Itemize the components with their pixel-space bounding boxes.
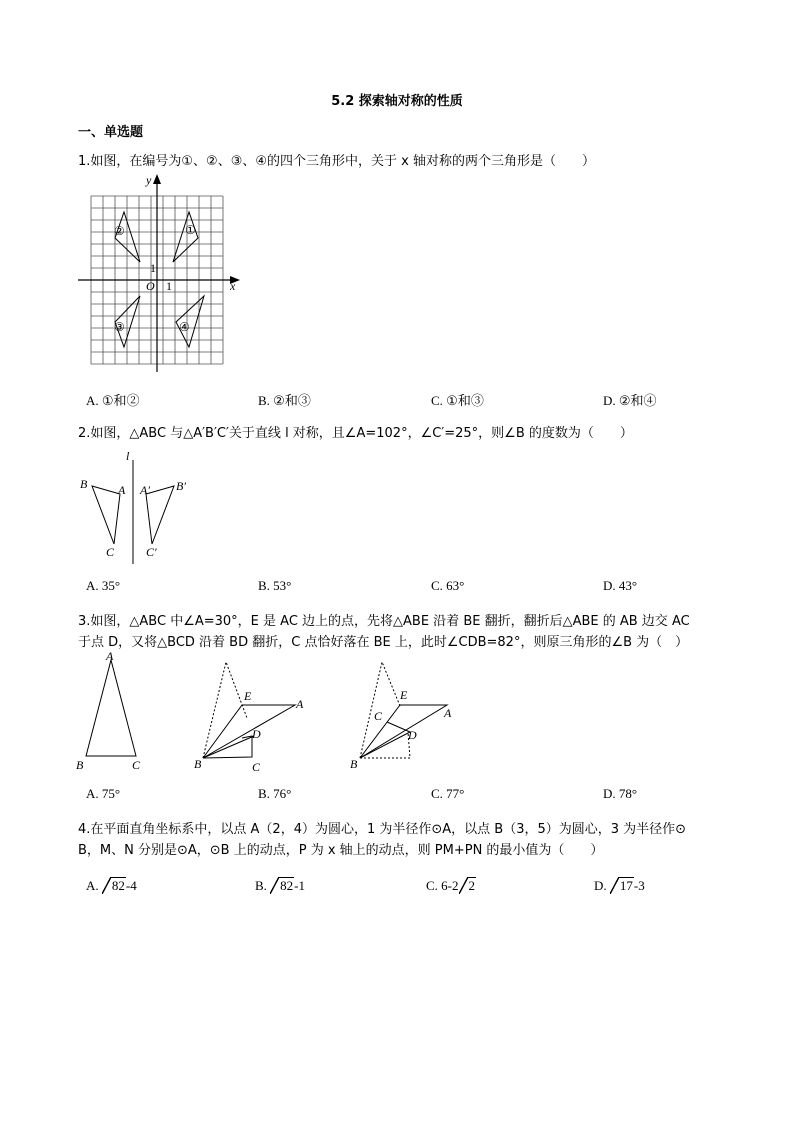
q4-option-b[interactable]	[255, 878, 305, 894]
q1-figure	[78, 172, 248, 362]
q2-figure	[78, 448, 208, 568]
q2-option-b[interactable]: B. 53°	[258, 578, 292, 593]
q4-option-d-prefix: D.	[594, 878, 607, 893]
question-4-text-line-2: B，M、N 分别是⊙A，⊙B 上的动点，P 为 x 轴上的动点，则 PM+PN 的最小值为（ ）	[78, 843, 604, 858]
question-1-text: 1.如图，在编号为①、②、③、④的四个三角形中，关于 x 轴对称的两个三角形是（ ）	[78, 154, 595, 169]
q4-option-b-radicand: 82	[280, 878, 294, 893]
q3-option-d[interactable]: D. 78°	[603, 786, 638, 801]
fig1-label-b: B	[76, 758, 84, 772]
q4-option-d-radicand: 17	[619, 878, 633, 893]
q4-option-a-radicand: 82	[111, 878, 125, 893]
sqrt-symbol	[459, 878, 477, 894]
fig2-label-e: E	[244, 689, 252, 703]
page-title: 5.2 探索轴对称的性质	[331, 94, 463, 109]
fig2-label-c: C	[252, 760, 261, 774]
fig2-label-a: A	[296, 697, 304, 711]
y-axis-arrow	[153, 174, 161, 184]
label-c: C	[106, 545, 115, 559]
section-heading: 一、单选题	[78, 125, 144, 140]
sqrt-symbol	[102, 878, 126, 894]
q4-option-a[interactable]	[86, 878, 137, 894]
origin-label: O	[146, 279, 155, 293]
label-1: ①	[185, 223, 196, 237]
label-a-prime: A′	[140, 483, 150, 497]
q2-option-c[interactable]: C. 63°	[431, 578, 465, 593]
fig2-label-d: D	[252, 727, 261, 741]
question-3-text-line-1: 3.如图，△ABC 中∠A=30°，E 是 AC 边上的点，先将△ABE 沿着 BE 翻折，翻折后△ABE 的 AB 边交 AC	[78, 614, 690, 629]
q4-option-c[interactable]	[426, 878, 476, 894]
q1-option-a[interactable]: A. ①和②	[86, 393, 140, 408]
question-3-text-line-2: 于点 D，又将△BCD 沿着 BD 翻折，C 点恰好落在 BE 上，此时∠CDB=82°，则原三角形的∠B 为（ ）	[78, 635, 689, 650]
triangle-abc-original	[86, 660, 136, 756]
fig3-label-e: E	[400, 688, 408, 702]
fig3-label-a: A	[444, 706, 452, 720]
unit-x-label: 1	[166, 279, 172, 293]
q4-option-c-radicand: 2	[468, 878, 475, 893]
q4-option-c-prefix: C. 6-2	[426, 878, 459, 893]
q4-option-d-suffix: -3	[633, 878, 645, 893]
q1-option-d[interactable]: D. ②和④	[603, 393, 657, 408]
q3-option-b[interactable]: B. 76°	[258, 786, 292, 801]
fig3-label-c: C	[374, 709, 383, 723]
fig3-label-b: B	[350, 757, 358, 771]
q4-option-a-prefix: A.	[86, 878, 99, 893]
q1-option-c[interactable]: C. ①和③	[431, 393, 484, 408]
q3-figure-1	[74, 650, 154, 770]
sqrt-symbol	[270, 878, 294, 894]
q3-option-a[interactable]: A. 75°	[86, 786, 121, 801]
q3-option-c[interactable]: C. 77°	[431, 786, 465, 801]
q2-option-a[interactable]: A. 35°	[86, 578, 121, 593]
q3-figure-2	[192, 650, 322, 774]
label-a: A	[118, 483, 126, 497]
q4-option-b-suffix: -1	[294, 878, 306, 893]
unit-y-label: 1	[150, 261, 156, 275]
sqrt-symbol	[610, 878, 634, 894]
line-l-label: l	[126, 449, 130, 463]
y-axis-label: y	[146, 173, 152, 187]
question-4-text-line-1: 4.在平面直角坐标系中，以点 A（2，4）为圆心，1 为半径作⊙A，以点 B（3，5）为圆心，3 为半径作⊙	[78, 822, 687, 837]
triangle-abc	[92, 486, 120, 544]
q4-option-a-suffix: -4	[125, 878, 137, 893]
x-axis-label: x	[230, 279, 236, 293]
fig2-dotted-original	[203, 662, 247, 758]
q1-option-b[interactable]: B. ②和③	[258, 393, 311, 408]
label-2: ②	[114, 224, 125, 238]
q3-figure-3	[346, 650, 486, 770]
fig2-label-b: B	[194, 757, 202, 771]
label-b: B	[80, 477, 88, 491]
q2-option-d[interactable]: D. 43°	[603, 578, 638, 593]
fig1-label-a: A	[106, 649, 114, 663]
label-3: ③	[114, 320, 125, 334]
triangle-abc-prime	[146, 486, 174, 544]
triangle-1	[173, 212, 198, 262]
label-4: ④	[179, 320, 190, 334]
label-c-prime: C′	[146, 545, 157, 559]
fig1-label-c: C	[132, 758, 141, 772]
q4-option-d[interactable]	[594, 878, 645, 894]
label-b-prime: B′	[176, 479, 186, 493]
q4-option-b-prefix: B.	[255, 878, 267, 893]
question-2-text: 2.如图，△ABC 与△A′B′C′关于直线 l 对称，且∠A=102°，∠C′=25°，则∠B 的度数为（ ）	[78, 426, 633, 441]
fig3-label-d: D	[408, 728, 417, 742]
fig2-folded-triangle	[203, 705, 295, 758]
